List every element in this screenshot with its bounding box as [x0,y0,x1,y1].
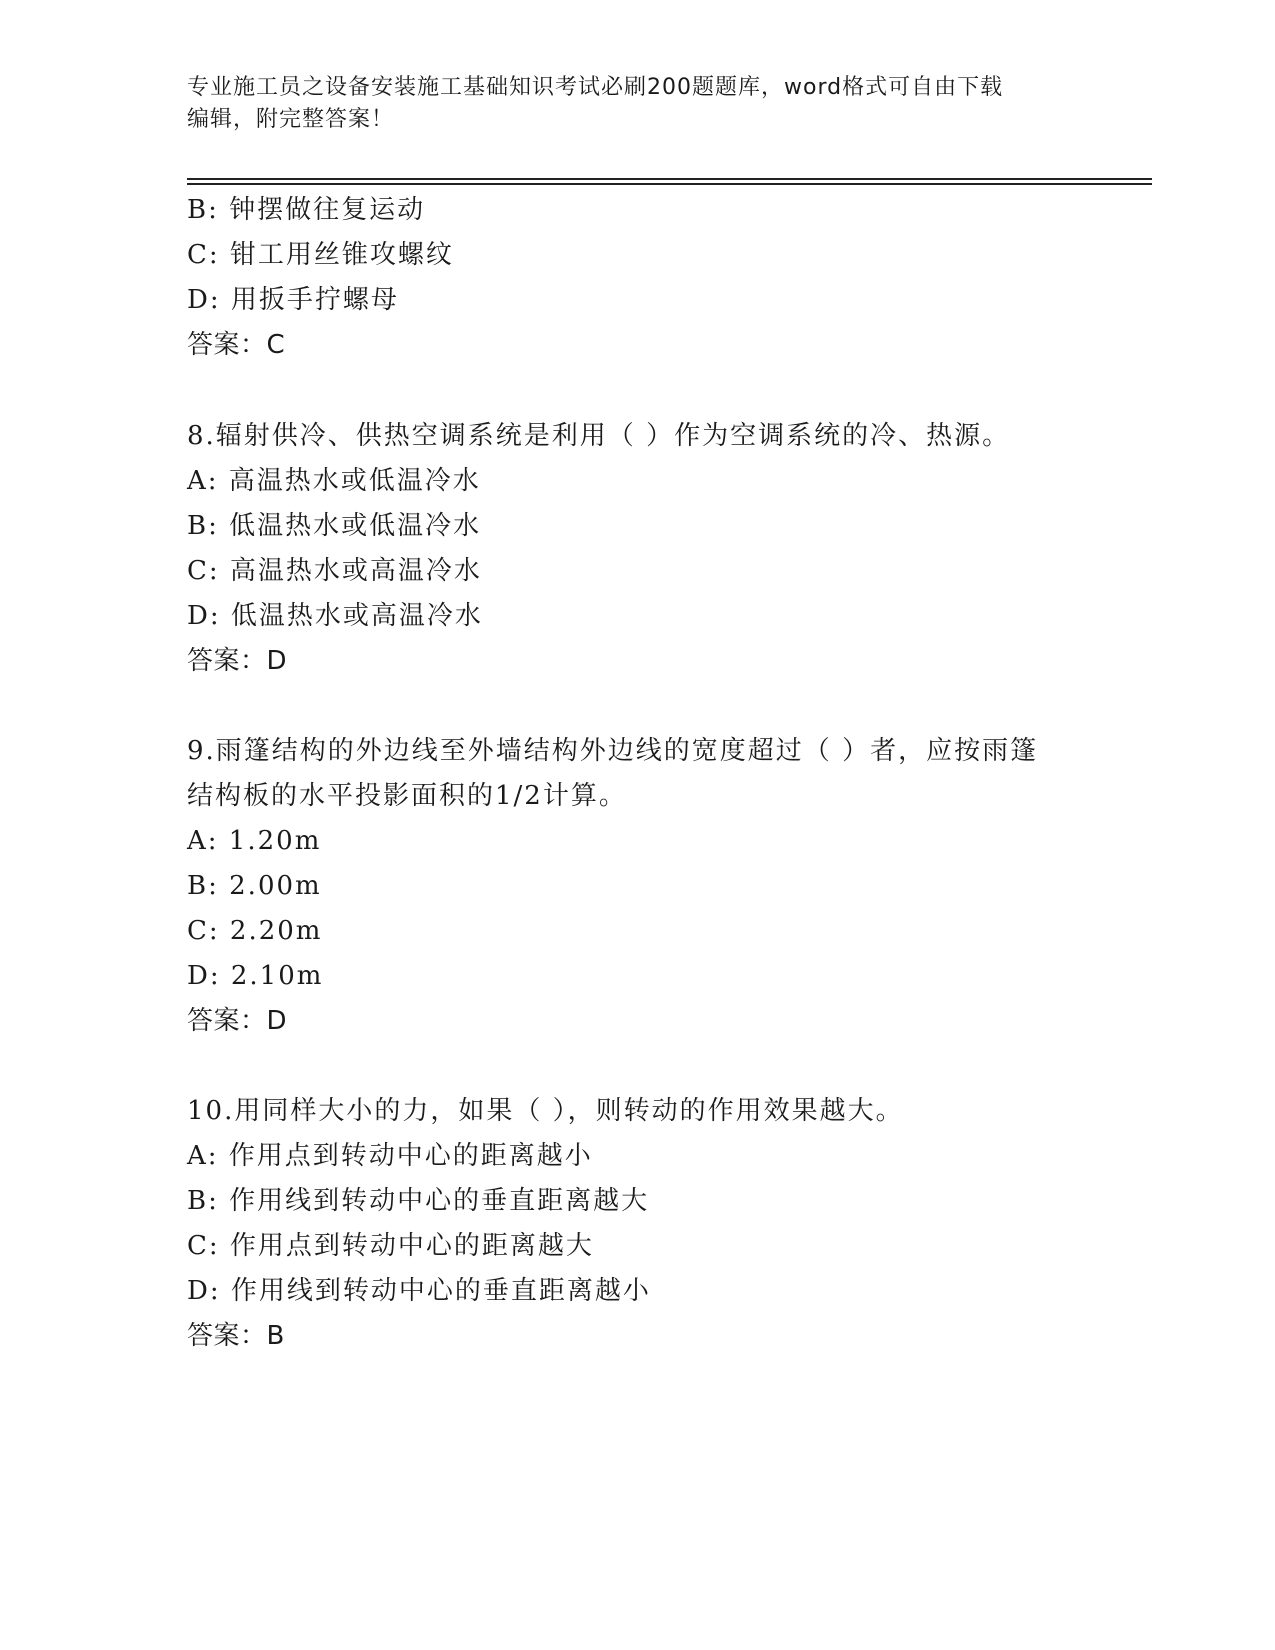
q9-option-a: A: 1.20m [187,826,322,856]
q10-option-b: B: 作用线到转动中心的垂直距离越大 [187,1186,650,1216]
q10-stem: 10.用同样大小的力，如果（ ），则转动的作用效果越大。 [187,1096,904,1126]
q7-option-b: B: 钟摆做往复运动 [187,195,426,225]
document-header [187,72,1077,136]
q10-option-d: D: 作用线到转动中心的垂直距离越小 [187,1276,651,1306]
header-line-1: 专业施工员之设备安装施工基础知识考试必刷200题题库，word格式可自由下载 [187,75,1004,100]
q10-answer: 答案：B [187,1321,285,1351]
q7-option-c: C: 钳工用丝锥攻螺纹 [187,240,454,270]
q8-answer: 答案：D [187,646,288,676]
q9-answer: 答案：D [187,1006,288,1036]
q8-stem: 8.辐射供冷、供热空调系统是利用（ ）作为空调系统的冷、热源。 [187,421,1011,451]
q9-option-d: D: 2.10m [187,961,324,991]
q8-option-c: C: 高温热水或高温冷水 [187,556,482,586]
header-divider-top [187,178,1152,180]
header-line-2: 编辑，附完整答案！ [187,107,395,132]
q9-stem-line-2: 结构板的水平投影面积的1/2计算。 [187,781,627,811]
q8-option-d: D: 低温热水或高温冷水 [187,601,483,631]
q9-stem-line-1: 9.雨篷结构的外边线至外墙结构外边线的宽度超过（ ）者，应按雨篷 [187,736,1039,766]
q8-option-a: A: 高温热水或低温冷水 [187,466,481,496]
header-divider-bottom [187,183,1152,185]
q9-option-b: B: 2.00m [187,871,322,901]
q10-option-c: C: 作用点到转动中心的距离越大 [187,1231,594,1261]
q9-option-c: C: 2.20m [187,916,323,946]
q7-option-d: D: 用扳手拧螺母 [187,285,399,315]
q10-option-a: A: 作用点到转动中心的距离越小 [187,1141,593,1171]
q7-answer: 答案：C [187,330,286,360]
q8-option-b: B: 低温热水或低温冷水 [187,511,482,541]
